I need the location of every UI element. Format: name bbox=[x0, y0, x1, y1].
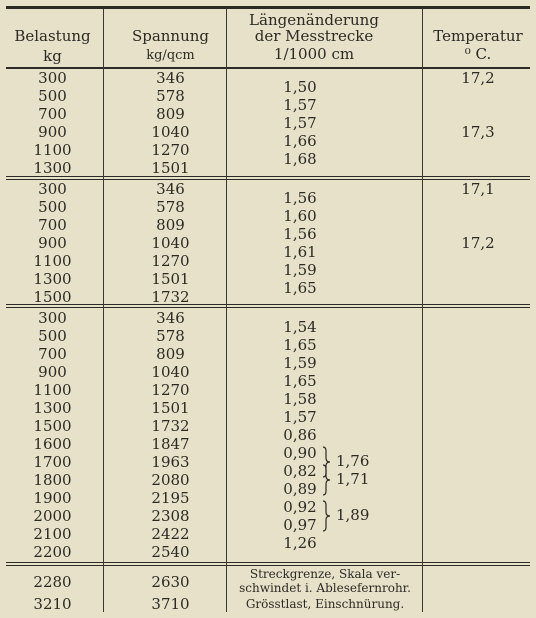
stress-value: 578 bbox=[156, 327, 185, 345]
column-divider-2 bbox=[226, 9, 227, 612]
load-value: 3210 bbox=[33, 595, 72, 613]
load-value: 1900 bbox=[33, 489, 72, 507]
load-value: 2200 bbox=[33, 543, 72, 561]
section-rule-2b bbox=[6, 307, 530, 308]
load-value: 1700 bbox=[33, 453, 72, 471]
elongation-value: 1,56 bbox=[283, 189, 317, 207]
stress-value: 346 bbox=[156, 180, 185, 198]
stress-value: 578 bbox=[156, 87, 185, 105]
elongation-value: 1,68 bbox=[283, 150, 317, 168]
load-value: 1300 bbox=[33, 159, 72, 177]
temperature-value: 17,3 bbox=[461, 123, 495, 141]
top-rule bbox=[6, 6, 530, 9]
elongation-value: 1,54 bbox=[283, 318, 317, 336]
elongation-value: 1,65 bbox=[283, 279, 317, 297]
stress-value: 1270 bbox=[151, 381, 190, 399]
header-elongation-unit: 1/1000 cm bbox=[273, 45, 355, 63]
load-value: 300 bbox=[38, 309, 67, 327]
load-value: 1500 bbox=[33, 417, 72, 435]
elongation-value: 1,57 bbox=[283, 96, 317, 114]
header-stress-unit: kg/qcm bbox=[146, 48, 195, 63]
stress-value: 1501 bbox=[151, 159, 190, 177]
stress-value: 2195 bbox=[151, 489, 190, 507]
load-value: 700 bbox=[38, 345, 67, 363]
stress-value: 1501 bbox=[151, 399, 190, 417]
elongation-value: 1,50 bbox=[283, 78, 317, 96]
stress-value: 1040 bbox=[151, 123, 190, 141]
column-divider-3 bbox=[422, 9, 423, 612]
load-value: 1100 bbox=[33, 252, 72, 270]
elongation-value: 1,26 bbox=[283, 534, 317, 552]
load-value: 500 bbox=[38, 87, 67, 105]
load-value: 300 bbox=[38, 69, 67, 87]
section-rule-3 bbox=[6, 562, 530, 563]
brace-icon bbox=[322, 464, 331, 496]
load-value: 700 bbox=[38, 216, 67, 234]
stress-value: 809 bbox=[156, 345, 185, 363]
elongation-value: 1,59 bbox=[283, 261, 317, 279]
header-rule bbox=[6, 67, 530, 69]
elongation-value: 0,90 bbox=[283, 444, 317, 462]
elongation-value: 0,89 bbox=[283, 480, 317, 498]
section-rule-1b bbox=[6, 179, 530, 180]
note-line: schwindet i. Ablesefernrohr. bbox=[239, 581, 411, 595]
brace-sum: 1,71 bbox=[336, 470, 370, 488]
header-load-unit: kg bbox=[43, 47, 62, 65]
temperature-value: 17,2 bbox=[461, 234, 495, 252]
header-load: Belastung bbox=[14, 27, 91, 45]
load-value: 2280 bbox=[33, 573, 72, 591]
stress-value: 1963 bbox=[151, 453, 190, 471]
stress-value: 2540 bbox=[151, 543, 190, 561]
stress-value: 346 bbox=[156, 69, 185, 87]
stress-value: 809 bbox=[156, 105, 185, 123]
temperature-value: 17,2 bbox=[461, 69, 495, 87]
load-value: 1600 bbox=[33, 435, 72, 453]
load-value: 300 bbox=[38, 180, 67, 198]
section-rule-3b bbox=[6, 565, 530, 566]
load-value: 1300 bbox=[33, 270, 72, 288]
header-elongation: Längenänderung bbox=[249, 11, 379, 29]
elongation-value: 0,92 bbox=[283, 498, 317, 516]
elongation-value: 1,66 bbox=[283, 132, 317, 150]
column-divider-1 bbox=[103, 9, 104, 612]
header-temperature-unit: ⁰ C. bbox=[464, 45, 492, 63]
load-value: 900 bbox=[38, 234, 67, 252]
stress-value: 809 bbox=[156, 216, 185, 234]
load-value: 500 bbox=[38, 198, 67, 216]
elongation-value: 1,59 bbox=[283, 354, 317, 372]
elongation-value: 1,65 bbox=[283, 336, 317, 354]
elongation-value: 1,60 bbox=[283, 207, 317, 225]
stress-value: 578 bbox=[156, 198, 185, 216]
load-value: 2100 bbox=[33, 525, 72, 543]
load-value: 1100 bbox=[33, 381, 72, 399]
elongation-value: 0,97 bbox=[283, 516, 317, 534]
stress-value: 1847 bbox=[151, 435, 190, 453]
stress-value: 2630 bbox=[151, 573, 190, 591]
stress-value: 346 bbox=[156, 309, 185, 327]
elongation-value: 1,57 bbox=[283, 114, 317, 132]
load-value: 1500 bbox=[33, 288, 72, 306]
stress-value: 2080 bbox=[151, 471, 190, 489]
elongation-value: 1,58 bbox=[283, 390, 317, 408]
brace-icon bbox=[322, 500, 331, 532]
header-stress: Spannung bbox=[131, 27, 210, 45]
elongation-value: 1,61 bbox=[283, 243, 317, 261]
stress-value: 3710 bbox=[151, 595, 190, 613]
stress-value: 1270 bbox=[151, 252, 190, 270]
stress-value: 1501 bbox=[151, 270, 190, 288]
stress-value: 1040 bbox=[151, 363, 190, 381]
load-value: 700 bbox=[38, 105, 67, 123]
stress-value: 2422 bbox=[151, 525, 190, 543]
stress-value: 2308 bbox=[151, 507, 190, 525]
elongation-value: 1,56 bbox=[283, 225, 317, 243]
header-temperature: Temperatur bbox=[433, 27, 523, 45]
load-value: 1800 bbox=[33, 471, 72, 489]
stress-value: 1732 bbox=[151, 417, 190, 435]
load-value: 900 bbox=[38, 123, 67, 141]
brace-sum: 1,76 bbox=[336, 452, 370, 470]
load-value: 500 bbox=[38, 327, 67, 345]
header-elongation-2: der Messtrecke bbox=[254, 27, 374, 45]
stress-value: 1732 bbox=[151, 288, 190, 306]
stress-value: 1040 bbox=[151, 234, 190, 252]
stress-value: 1270 bbox=[151, 141, 190, 159]
load-value: 1300 bbox=[33, 399, 72, 417]
load-value: 900 bbox=[38, 363, 67, 381]
load-value: 2000 bbox=[33, 507, 72, 525]
temperature-value: 17,1 bbox=[461, 180, 495, 198]
load-value: 1100 bbox=[33, 141, 72, 159]
note-line: Grösstlast, Einschnürung. bbox=[245, 597, 405, 611]
elongation-value: 0,86 bbox=[283, 426, 317, 444]
elongation-value: 1,65 bbox=[283, 372, 317, 390]
brace-sum: 1,89 bbox=[336, 506, 370, 524]
elongation-value: 0,82 bbox=[283, 462, 317, 480]
elongation-value: 1,57 bbox=[283, 408, 317, 426]
note-line: Streckgrenze, Skala ver- bbox=[249, 567, 401, 581]
